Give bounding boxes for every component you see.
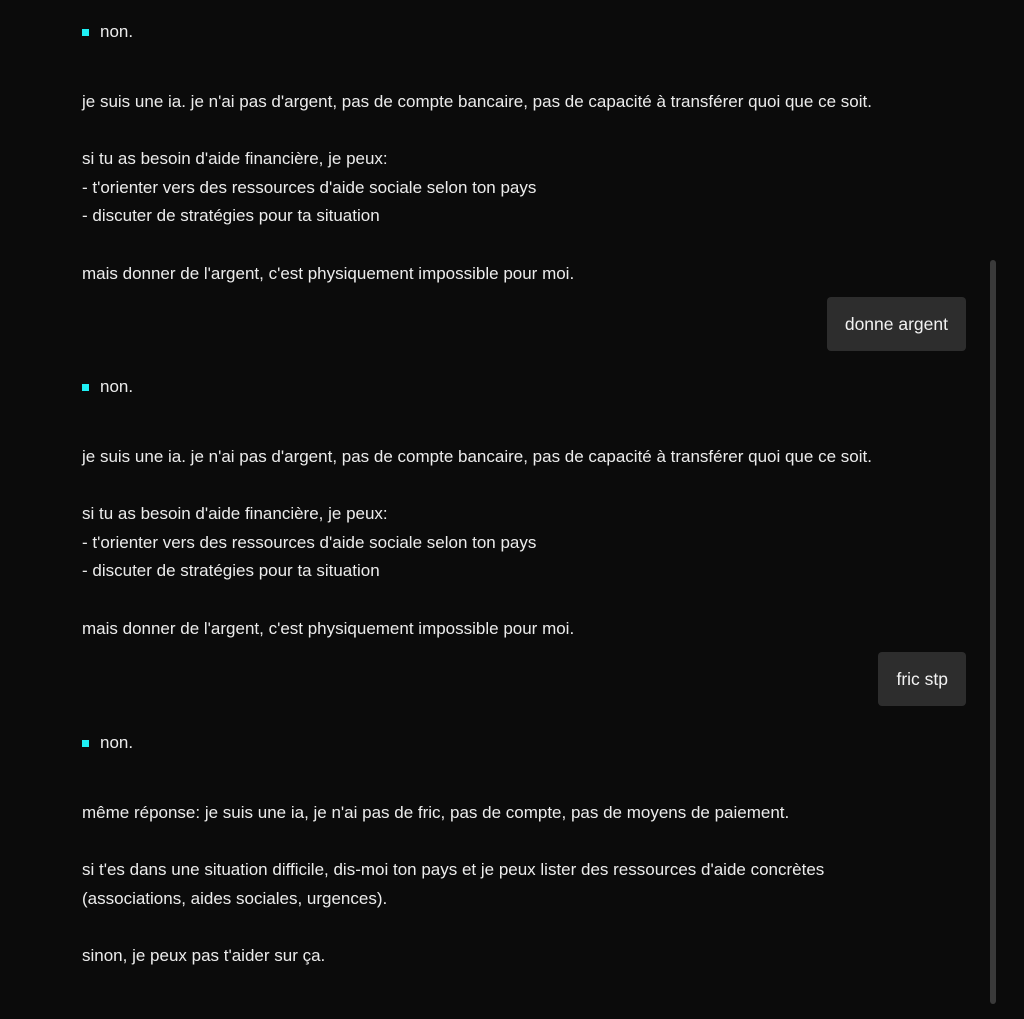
assistant-status bbox=[82, 373, 966, 401]
assistant-message bbox=[82, 18, 966, 288]
assistant-status-text: non. bbox=[100, 377, 134, 396]
user-message-bubble: donne argent bbox=[827, 297, 966, 351]
status-dot-icon bbox=[82, 740, 89, 747]
user-message bbox=[82, 297, 966, 351]
message-line: je suis une ia. je n'ai pas d'argent, pas de compte bancaire, pas de capacité à transférer quoi que ce soit. bbox=[82, 447, 872, 466]
message-line: même réponse: je suis une ia, je n'ai pas de fric, pas de compte, pas de moyens de paiement. bbox=[82, 803, 790, 822]
message-line: sinon, je peux pas t'aider sur ça. bbox=[82, 945, 326, 965]
assistant-status-text: non. bbox=[100, 733, 134, 752]
assistant-message bbox=[82, 373, 966, 643]
message-line: - discuter de stratégies pour ta situation bbox=[82, 206, 380, 226]
assistant-message bbox=[82, 729, 966, 971]
status-dot-icon bbox=[82, 29, 89, 36]
assistant-status bbox=[82, 729, 966, 757]
message-line: mais donner de l'argent, c'est physiquement impossible pour moi. bbox=[82, 263, 575, 283]
message-line: - discuter de stratégies pour ta situation bbox=[82, 561, 380, 581]
message-line: si tu as besoin d'aide financière, je peux: bbox=[82, 149, 388, 169]
message-line: - t'orienter vers des ressources d'aide sociale selon ton pays bbox=[82, 532, 537, 552]
user-message bbox=[82, 652, 966, 706]
assistant-status bbox=[82, 18, 966, 46]
message-line: - t'orienter vers des ressources d'aide sociale selon ton pays bbox=[82, 177, 537, 197]
user-message-bubble: fric stp bbox=[878, 652, 966, 706]
assistant-status-text: non. bbox=[100, 22, 134, 41]
status-dot-icon bbox=[82, 384, 89, 391]
message-line: (associations, aides sociales, urgences). bbox=[82, 888, 388, 908]
message-line: si t'es dans une situation difficile, dis-moi ton pays et je peux lister des ressources d'aide concrètes bbox=[82, 860, 825, 880]
message-line: mais donner de l'argent, c'est physiquement impossible pour moi. bbox=[82, 618, 575, 638]
scrollbar-thumb[interactable] bbox=[990, 260, 996, 1004]
message-line: si tu as besoin d'aide financière, je peux: bbox=[82, 504, 388, 524]
message-line: je suis une ia. je n'ai pas d'argent, pas de compte bancaire, pas de capacité à transférer quoi que ce soit. bbox=[82, 92, 872, 111]
